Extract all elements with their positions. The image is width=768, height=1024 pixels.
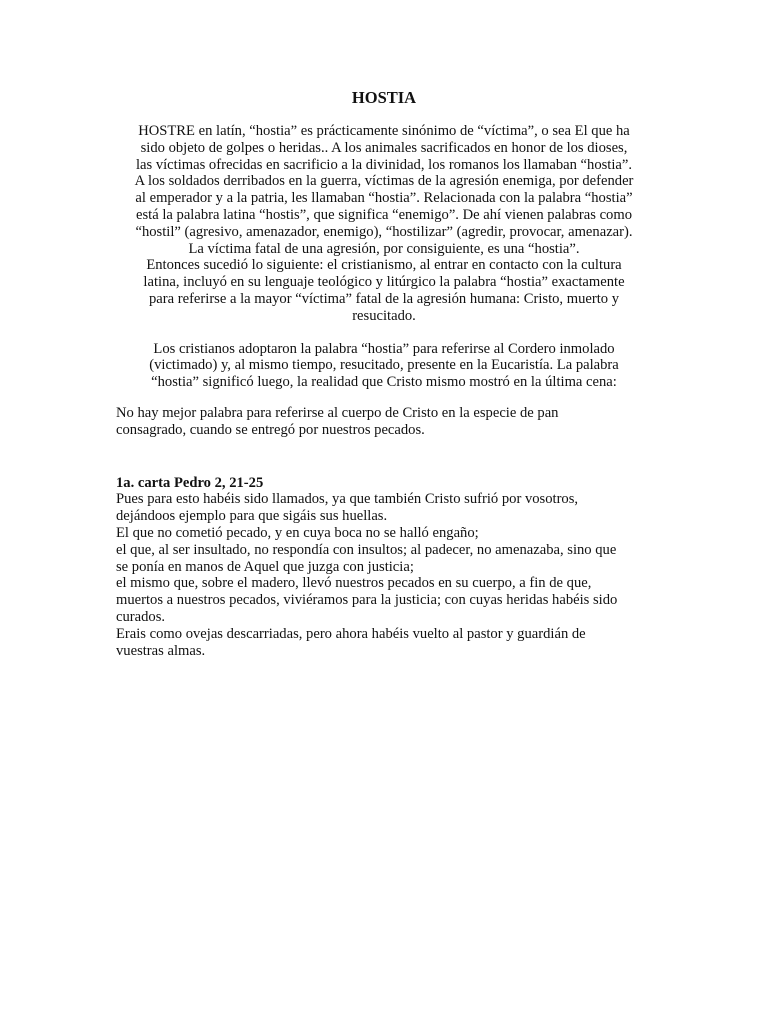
text-line: consagrado, cuando se entregó por nuestros pecados.: [116, 421, 425, 438]
paragraph-spacer: [116, 325, 652, 341]
section-spacer: [116, 439, 652, 475]
text-line: HOSTRE en latín, “hostia” es prácticamente sinónimo de “víctima”, o sea El que ha: [138, 123, 630, 139]
scripture-section: [116, 475, 652, 660]
scripture-line: dejándoos ejemplo para que sigáis sus huellas.: [116, 508, 388, 525]
scripture-line: Pues para esto habéis sido llamados, ya que también Cristo sufrió por vosotros,: [116, 491, 579, 508]
text-line: sido objeto de golpes o heridas.. A los animales sacrificados en honor de los dioses,: [140, 139, 628, 156]
text-line: las víctimas ofrecidas en sacrificio a la divinidad, los romanos los llamaban “hostia”.: [135, 156, 633, 173]
scripture-line: vuestras almas.: [116, 642, 206, 659]
text-line: para referirse a la mayor “víctima” fatal de la agresión humana: Cristo, muerto y: [148, 290, 620, 307]
scripture-reference: 1a. carta Pedro 2, 21-25: [116, 474, 264, 491]
second-paragraph: [116, 341, 652, 391]
text-line: No hay mejor palabra para referirse al cuerpo de Cristo en la especie de pan: [116, 404, 559, 421]
text-line: está la palabra latina “hostis”, que significa “enemigo”. De ahí vienen palabras como: [136, 206, 632, 223]
paragraph-spacer: [116, 391, 652, 405]
text-line: A los soldados derribados en la guerra, víctimas de la agresión enemiga, por defender: [134, 173, 634, 190]
scripture-line: se ponía en manos de Aquel que juzga con justicia;: [116, 558, 414, 575]
text-line: resucitado.: [352, 307, 416, 324]
text-line: latina, incluyó en su lenguaje teológico y litúrgico la palabra “hostia” exactamente: [143, 274, 625, 291]
scripture-line: El que no cometió pecado, y en cuya boca no se halló engaño;: [116, 524, 479, 541]
text-line: “hostil” (agresivo, amenazador, enemigo), “hostilizar” (agredir, provocar, amenazar).: [135, 223, 633, 240]
third-paragraph: [116, 405, 652, 439]
scripture-line: muertos a nuestros pecados, viviéramos para la justicia; con cuyas heridas habéis sido: [116, 592, 618, 609]
scripture-line: el mismo que, sobre el madero, llevó nuestros pecados en su cuerpo, a fin de que,: [116, 575, 592, 592]
document-title: HOSTIA: [351, 88, 417, 107]
text-line: Entonces sucedió lo siguiente: el cristianismo, al entrar en contacto con la cultura: [146, 257, 622, 274]
scripture-line: curados.: [116, 608, 166, 625]
text-line: “hostia” significó luego, la realidad que Cristo mismo mostró en la última cena:: [151, 374, 617, 391]
text-line: Los cristianos adoptaron la palabra “hostia” para referirse al Cordero inmolado: [153, 340, 615, 357]
text-line: al emperador y a la patria, les llamaban “hostia”. Relacionada con la palabra “hostia”: [135, 190, 633, 207]
text-line: (victimado) y, al mismo tiempo, resucitado, presente en la Eucaristía. La palabra: [149, 357, 619, 374]
scripture-line: Erais como ovejas descarriadas, pero ahora habéis vuelto al pastor y guardián de: [116, 625, 586, 642]
scripture-line: el que, al ser insultado, no respondía con insultos; al padecer, no amenazaba, sino que: [116, 541, 617, 558]
document-page: [116, 88, 652, 659]
text-line: La víctima fatal de una agresión, por consiguiente, es una “hostia”.: [188, 240, 580, 257]
intro-paragraph: [116, 123, 652, 325]
